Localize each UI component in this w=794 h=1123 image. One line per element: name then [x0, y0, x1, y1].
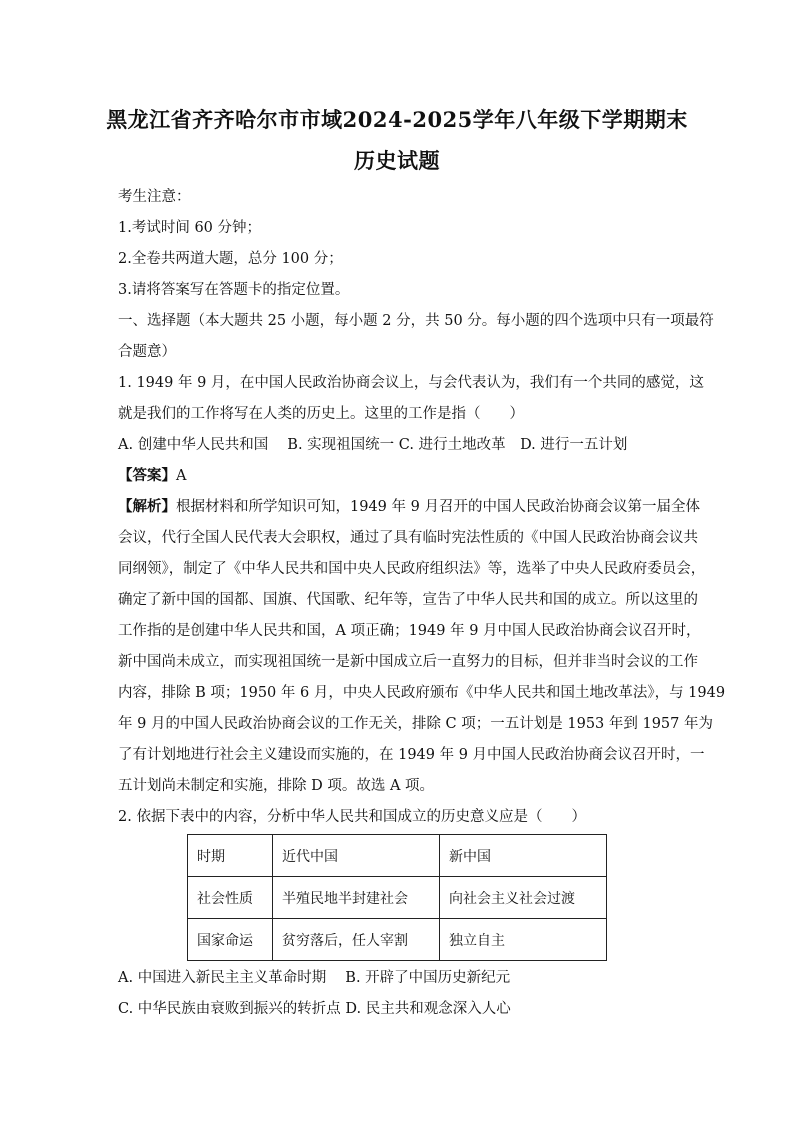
table-row: [188, 919, 607, 961]
table-row: [188, 835, 607, 877]
answer-label: 【答案】: [118, 467, 176, 484]
section-header: 合题意）: [118, 344, 176, 360]
question-1-analysis: [118, 497, 700, 517]
exam-title-line1: 黑龙江省齐齐哈尔市市域2024-2025学年八年级下学期期末: [106, 107, 688, 132]
table-cell: 独立自主: [440, 919, 607, 961]
table-cell: 新中国: [440, 835, 607, 877]
table-cell: 近代中国: [273, 835, 440, 877]
analysis-line: 工作指的是创建中华人民共和国，A 项正确；1949 年 9 月中国人民政治协商会议召开时，: [118, 623, 701, 639]
table-cell: 社会性质: [188, 877, 273, 919]
analysis-line: 了有计划地进行社会主义建设而实施的，在 1949 年 9 月中国人民政治协商会议召开时，一: [118, 747, 705, 763]
notice-item: 2.全卷共两道大题，总分 100 分；: [118, 251, 343, 267]
notice-item: 3.请将答案写在答题卡的指定位置。: [118, 282, 350, 298]
notice-item: 1.考试时间 60 分钟；: [118, 220, 262, 236]
section-header: 一、选择题（本大题共 25 小题，每小题 2 分，共 50 分。每小题的四个选项中只有一项最符: [118, 313, 714, 329]
table-cell: 时期: [188, 835, 273, 877]
history-comparison-table: [187, 834, 607, 961]
question-2-stem: 2. 依据下表中的内容，分析中华人民共和国成立的历史意义应是（ ）: [118, 809, 586, 825]
analysis-text: 根据材料和所学知识可知，1949 年 9 月召开的中国人民政治协商会议第一届全体: [176, 499, 700, 515]
question-2-options: A. 中国进入新民主主义革命时期 B. 开辟了中国历史新纪元: [118, 970, 511, 986]
table-row: [188, 877, 607, 919]
question-2-options: C. 中华民族由衰败到振兴的转折点 D. 民主共和观念深入人心: [118, 1001, 511, 1017]
analysis-label: 【解析】: [118, 498, 176, 515]
table-cell: 国家命运: [188, 919, 273, 961]
table-cell: 向社会主义社会过渡: [440, 877, 607, 919]
question-1-stem: 就是我们的工作将写在人类的历史上。这里的工作是指（ ）: [118, 406, 524, 422]
question-1-stem: 1. 1949 年 9 月，在中国人民政治协商会议上，与会代表认为，我们有一个共同的感觉，这: [118, 375, 704, 391]
analysis-line: 年 9 月的中国人民政治协商会议的工作无关，排除 C 项；一五计划是 1953 年到 1957 年为: [118, 716, 713, 732]
exam-title-line2: 历史试题: [354, 148, 440, 173]
analysis-line: 会议，代行全国人民代表大会职权，通过了具有临时宪法性质的《中国人民政治协商会议共: [118, 530, 698, 546]
notice-heading: 考生注意：: [118, 189, 191, 205]
analysis-line: 内容，排除 B 项；1950 年 6 月，中央人民政府颁布《中华人民共和国土地改革法》，与 1949: [118, 685, 726, 701]
analysis-line: 确定了新中国的国都、国旗、代国歌、纪年等，宣告了中华人民共和国的成立。所以这里的: [118, 592, 698, 608]
answer-value: A: [176, 468, 187, 484]
table-cell: 贫穷落后，任人宰割: [273, 919, 440, 961]
analysis-line: 五计划尚未制定和实施，排除 D 项。故选 A 项。: [118, 778, 435, 794]
table-cell: 半殖民地半封建社会: [273, 877, 440, 919]
question-1-answer: [118, 466, 683, 486]
analysis-line: 新中国尚未成立，而实现祖国统一是新中国成立后一直努力的目标，但并非当时会议的工作: [118, 654, 698, 670]
analysis-line: 同纲领》，制定了《中华人民共和国中央人民政府组织法》等，选举了中央人民政府委员会，: [118, 561, 706, 577]
question-1-options: A. 创建中华人民共和国 B. 实现祖国统一 C. 进行土地改革 D. 进行一五计划: [118, 437, 628, 453]
